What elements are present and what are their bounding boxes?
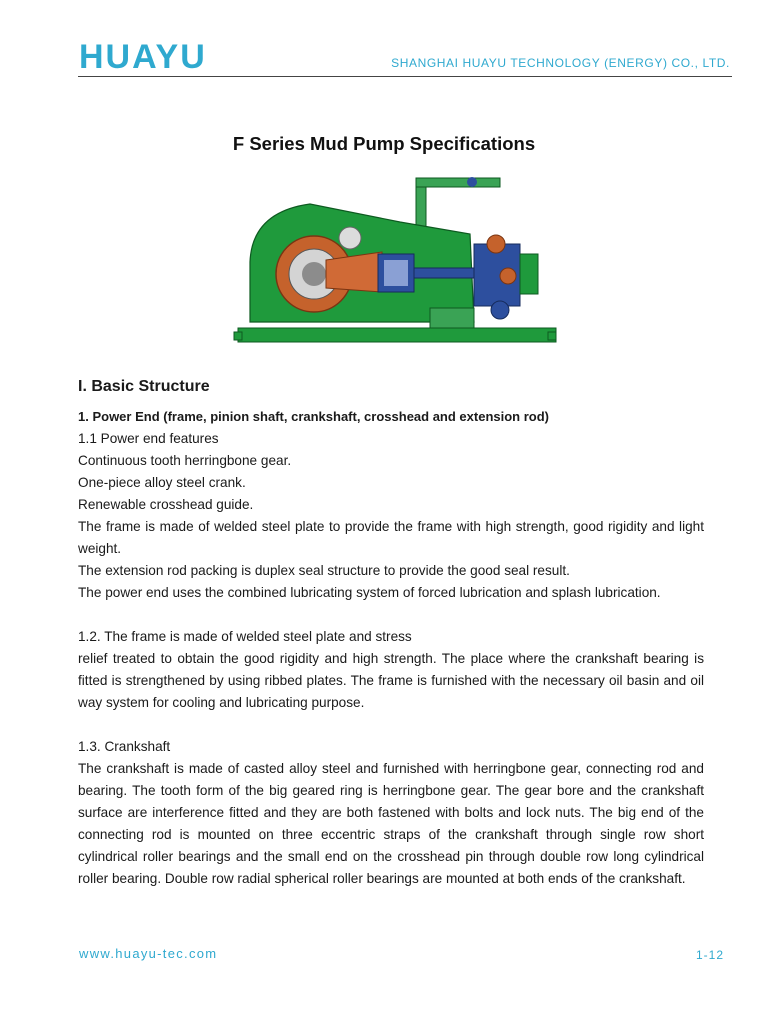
feature-line: The frame is made of welded steel plate to provide the frame with high strength, good rigidity and light weight. xyxy=(78,519,704,556)
section-heading: I. Basic Structure xyxy=(78,378,210,395)
feature-line: Renewable crosshead guide. xyxy=(78,497,254,512)
feature-line: The extension rod packing is duplex seal structure to provide the good seal result. xyxy=(78,563,570,578)
page-number: 1-12 xyxy=(695,948,724,962)
subsection-1-3-title: 1.3. Crankshaft xyxy=(78,739,171,754)
company-name: SHANGHAI HUAYU TECHNOLOGY (ENERGY) CO., LTD. xyxy=(391,56,730,70)
page-title: F Series Mud Pump Specifications xyxy=(232,133,536,154)
company-logo: HUAYU xyxy=(79,38,207,76)
subsection-1-3-body: The crankshaft is made of casted alloy steel and furnished with herringbone gear, connecting rod and bearing. The tooth form of the big geared ring is herringbone gear. The gear bore and the crankshaft surface are interference fitted and they are both fastened with bolts and lock nuts. The big end of the connecting rod is mounted on three eccentric straps of the crankshaft through single row short cylindrical roller bearings and the small end on the crosshead pin through double row long cylindrical roller bearing. Double row radial spherical roller bearings are mounted at both ends of the crankshaft. xyxy=(78,761,704,886)
document-body xyxy=(78,378,704,890)
mud-pump-illustration xyxy=(230,172,560,354)
subsection-heading: 1. Power End (frame, pinion shaft, crankshaft, crosshead and extension rod) xyxy=(78,409,549,424)
subsection-1-2-title: 1.2. The frame is made of welded steel plate and stress xyxy=(78,629,412,644)
feature-line: One-piece alloy steel crank. xyxy=(78,475,246,490)
subsection-1-2-body: relief treated to obtain the good rigidity and high strength. The place where the crankshaft bearing is fitted is strengthened by using ribbed plates. The frame is furnished with the necessary oil basin and oil way system for cooling and lubricating purpose. xyxy=(78,651,704,710)
feature-line: Continuous tooth herringbone gear. xyxy=(78,453,292,468)
footer-website-link[interactable]: www.huayu-tec.com xyxy=(79,946,218,961)
subsection-1-1-title: 1.1 Power end features xyxy=(78,431,219,446)
feature-line: The power end uses the combined lubricating system of forced lubrication and splash lubrication. xyxy=(78,585,661,600)
header-divider xyxy=(78,76,732,77)
